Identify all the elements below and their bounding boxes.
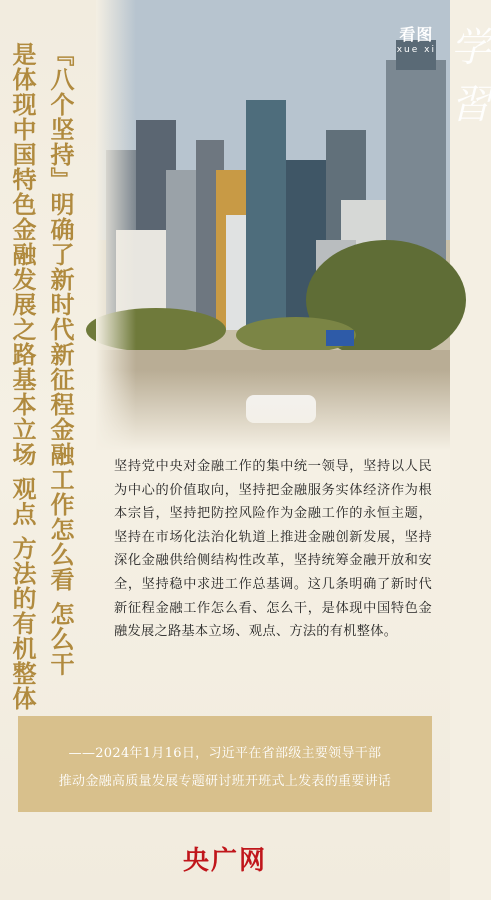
photo-fade-bottom [96, 370, 450, 450]
cnr-brand-logo: 央广网 [182, 846, 267, 876]
quote-body-text: 坚持党中央对金融工作的集中统一领导，坚持以人民为中心的价值取向，坚持把金融服务实体经济作为根本宗旨，坚持把防控风险作为金融工作的永恒主题，坚持在市场化法治化轨道上推进金融创新发展，坚持深化金融供给侧结构性改革，坚持统筹金融开放和安全，坚持稳中求进工作总基调。这几条明确了新时代新征程金融工作怎么看、怎么干，是体现中国特色金融发展之路基本立场、观点、方法的有机整体。 [114, 459, 432, 640]
source-line-1: ——2024年1月16日，习近平在省部级主要领导干部 [68, 746, 382, 761]
city-skyline-photo [96, 0, 450, 450]
xuexi-logo [396, 22, 491, 128]
logo-script-text: 学習 [450, 25, 491, 128]
logo-title: 看图 [399, 25, 434, 44]
logo-subtitle: xue xi [396, 45, 436, 55]
source-box [18, 716, 432, 812]
title-column-2: 是体现中国特色金融发展之路基本立场 观点 方法的有机整体 [8, 42, 37, 711]
source-line-2: 推动金融高质量发展专题研讨班开班式上发表的重要讲话 [58, 774, 392, 789]
title-column-1: 『八个坚持』明确了新时代新征程金融工作怎么看 怎么干 [46, 42, 75, 677]
